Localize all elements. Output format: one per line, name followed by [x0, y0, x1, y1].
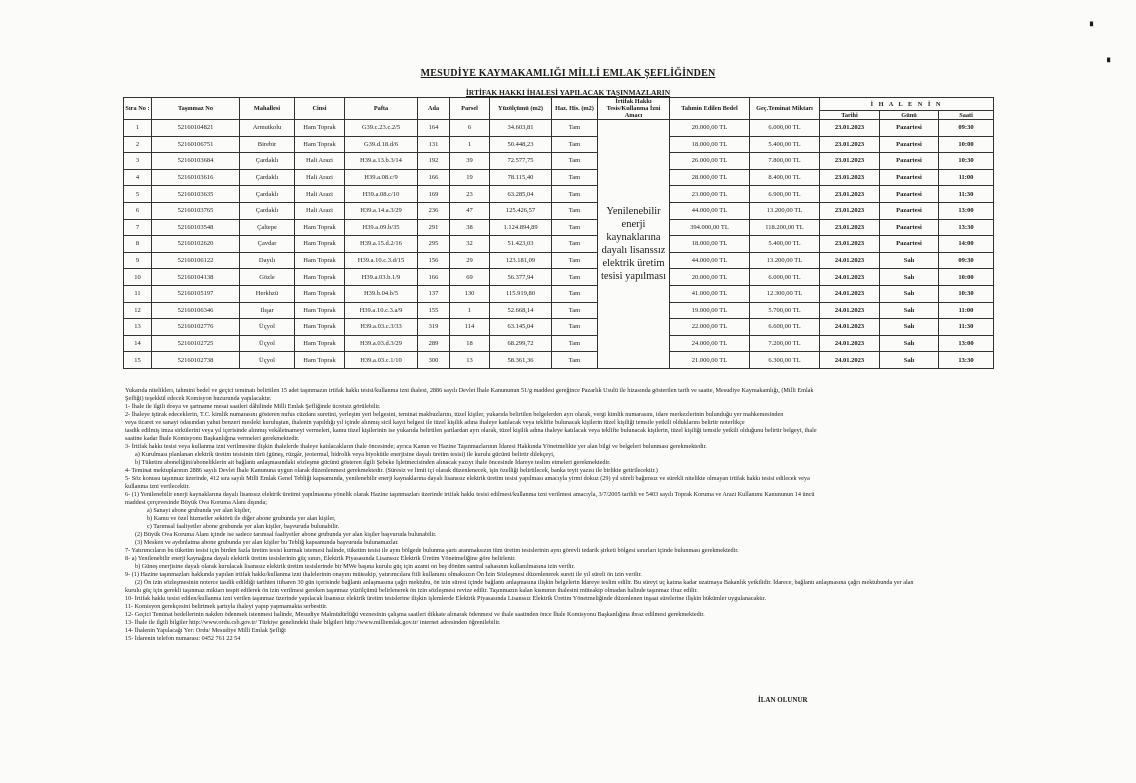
- cell-tarih: 23.01.2023: [820, 202, 880, 219]
- cell-mahalle: Çavdar: [240, 236, 295, 253]
- cell-cins: Ham Toprak: [295, 120, 345, 137]
- cell-tasinmaz: 52160104138: [152, 269, 240, 286]
- cell-teminat: 13.200,00 TL: [750, 202, 820, 219]
- cell-cins: Hali Arazi: [295, 186, 345, 203]
- cell-mahalle: Çardaklı: [240, 186, 295, 203]
- header-pafta: Pafta: [345, 98, 418, 120]
- cell-saat: 10:30: [939, 153, 994, 170]
- note-line: 4- Teminat mektuplarının 2886 sayılı Devlet İhale Kanununa uygun olarak düzenlenmesi gerekmektedir. (Süresiz ve limit içi olarak düzenlenecek, işin özelliği belirtilecek, banka teyit yazısı ile birlikte getirilecektir.): [125, 467, 658, 474]
- cell-tarih: 23.01.2023: [820, 169, 880, 186]
- cell-tasinmaz: 52160103616: [152, 169, 240, 186]
- header-sira: Sıra No :: [124, 98, 152, 120]
- cell-mahalle: Çardaklı: [240, 169, 295, 186]
- note-line: Şefliği) teşekkül edecek Komisyon huzurunda yapılacaktır.: [125, 395, 272, 402]
- cell-gun: Pazartesi: [880, 136, 939, 153]
- cell-hazhis: Tam: [552, 169, 598, 186]
- cell-parsel: 32: [450, 236, 490, 253]
- cell-gun: Salı: [880, 269, 939, 286]
- document-subtitle: İRTİFAK HAKKI İHALESİ YAPILACAK TAŞINMAZLARIN: [465, 88, 671, 97]
- cell-hazhis: Tam: [552, 236, 598, 253]
- cell-bedel: 41.000,00 TL: [670, 285, 750, 302]
- table-row: [124, 186, 994, 203]
- cell-no: 1: [124, 120, 152, 137]
- cell-no: 10: [124, 269, 152, 286]
- cell-pafta: H39.a.14.a.3/29: [345, 202, 418, 219]
- note-line: 9- (1) Hazine taşınmazları hakkında yapılan irtifak hakkı/kullanma izni ihalelerinin onayını müteakip, yatırımcılara fiili kullanımı olmaksızın Ön İzin Sözleşmesi düzenlenerek sureti ile yıl süreli ön izin verilir.: [125, 571, 642, 578]
- cell-tasinmaz: 52160104821: [152, 120, 240, 137]
- cell-parsel: 23: [450, 186, 490, 203]
- cell-no: 6: [124, 202, 152, 219]
- cell-yuzolcum: 78.115,40: [490, 169, 552, 186]
- cell-tarih: 23.01.2023: [820, 120, 880, 137]
- note-line: 8- a) Yenilenebilir enerji kaynağına dayalı elektrik üretim tesislerinin güç sınırı, Elektrik Piyasasında Lisanssız Elektrik Üretim Yönetmeliğine göre belirlenir.: [125, 555, 516, 562]
- table-row: [124, 120, 994, 137]
- cell-ada: 300: [418, 352, 450, 369]
- cell-saat: 13:00: [939, 335, 994, 352]
- cell-no: 12: [124, 302, 152, 319]
- note-line: 1- İhale ile ilgili dosya ve şartname mesai saatleri dâhilinde Milli Emlak Şefliğinde ücretsiz görülebilir.: [125, 403, 381, 410]
- cell-yuzolcum: 72.577,75: [490, 153, 552, 170]
- cell-mahalle: Dayılı: [240, 252, 295, 269]
- cell-no: 2: [124, 136, 152, 153]
- cell-hazhis: Tam: [552, 302, 598, 319]
- table-row: [124, 219, 994, 236]
- cell-no: 3: [124, 153, 152, 170]
- note-line: 2- İhaleye iştirak edeceklerin, T.C. kimlik numarasını gösteren nufus cüzdanı suretini, yerleşim yeri belgesini, teminat makbuzlarını, tüzel kişiler, yukarıda belirtilen belgelerden ayrı olarak, vergi kimlik numarasını, idare merkezlerinin bulunduğu yer mahkemesinden: [125, 411, 784, 418]
- cell-no: 9: [124, 252, 152, 269]
- cell-pafta: G39.c.23.c.2/5: [345, 120, 418, 137]
- cell-teminat: 8.400,00 TL: [750, 169, 820, 186]
- cell-saat: 11:00: [939, 302, 994, 319]
- cell-hazhis: Tam: [552, 252, 598, 269]
- cell-tasinmaz: 52160106122: [152, 252, 240, 269]
- cell-tasinmaz: 52160102725: [152, 335, 240, 352]
- cell-bedel: 23.000,00 TL: [670, 186, 750, 203]
- cell-mahalle: Birebir: [240, 136, 295, 153]
- cell-yuzolcum: 63.285,04: [490, 186, 552, 203]
- table-row: [124, 269, 994, 286]
- cell-parsel: 18: [450, 335, 490, 352]
- cell-yuzolcum: 63.145,04: [490, 319, 552, 336]
- cell-parsel: 1: [450, 302, 490, 319]
- cell-no: 14: [124, 335, 152, 352]
- cell-hazhis: Tam: [552, 285, 598, 302]
- note-line: a) Kurulması planlanan elektrik üretim tesisinin türü (güneş, rüzgâr, jeotermal, hidrolik veya biyokütle enerjisine dayalı üretim tesisi) ile kurulu gücünü belirtir dilekçeyi,: [135, 451, 555, 458]
- cell-bedel: 28.000,00 TL: [670, 169, 750, 186]
- cell-mahalle: Çardaklı: [240, 202, 295, 219]
- cell-cins: Ham Toprak: [295, 269, 345, 286]
- cell-tarih: 24.01.2023: [820, 352, 880, 369]
- cell-parsel: 47: [450, 202, 490, 219]
- cell-tarih: 23.01.2023: [820, 153, 880, 170]
- cell-ada: 291: [418, 219, 450, 236]
- cell-yuzolcum: 34.603,81: [490, 120, 552, 137]
- note-line: kullanma izni verilecektir.: [125, 483, 190, 490]
- cell-teminat: 12.300,00 TL: [750, 285, 820, 302]
- cell-cins: Ham Toprak: [295, 136, 345, 153]
- cell-hazhis: Tam: [552, 319, 598, 336]
- cell-saat: 13:30: [939, 352, 994, 369]
- cell-cins: Hali Arazi: [295, 169, 345, 186]
- cell-bedel: 21.000,00 TL: [670, 352, 750, 369]
- cell-pafta: H39.a.10.c.3.d/15: [345, 252, 418, 269]
- cell-pafta: H39.b.04.b/5: [345, 285, 418, 302]
- table-row: [124, 285, 994, 302]
- header-mahalle: Mahallesi: [240, 98, 295, 120]
- cell-saat: 09:30: [939, 120, 994, 137]
- cell-teminat: 6.300,00 TL: [750, 352, 820, 369]
- cell-saat: 13:30: [939, 219, 994, 236]
- cell-ada: 295: [418, 236, 450, 253]
- cell-yuzolcum: 123.181,09: [490, 252, 552, 269]
- header-irtifak: İrtifak Hakkı Tesis/Kullanma İzni Amacı: [598, 98, 670, 120]
- cell-saat: 11:30: [939, 186, 994, 203]
- cell-ada: 155: [418, 302, 450, 319]
- note-line: 12- Geçici Teminat bedellerinin nakden ödenmek istenmesi halinde, Mesudiye Malmüdürlüğü veznesinin çalışma saatleri dikkate alınarak ödenmesi ve ihale saatinden önce İhale Komisyonu Başkanlığına ibraz edilmesi gerekmektedir.: [125, 611, 705, 618]
- note-line: tasdik edilmiş imza sirkülerini veya yıl içerisinde alınmış vekâletnameyi vermeleri, kamu tüzel kişilerinin ise yukarıda belirtilen şartlardan ayrı olarak, tüzel kişilik adına ihaleye katılacak veya teklifte bulunacak kişilerin, tüzel kişiliği temsile yetkili olduğunu belirtir belgeyi, ihale: [125, 427, 817, 434]
- cell-teminat: 6.600,00 TL: [750, 319, 820, 336]
- cell-parsel: 114: [450, 319, 490, 336]
- cell-teminat: 13.200,00 TL: [750, 252, 820, 269]
- cell-gun: Pazartesi: [880, 219, 939, 236]
- cell-bedel: 22.000,00 TL: [670, 319, 750, 336]
- cell-bedel: 394.000,00 TL: [670, 219, 750, 236]
- header-bedel: Tahmin Edilen Bedel: [670, 98, 750, 120]
- note-line: b) Güneş enerjisine dayalı olarak kurulacak lisanssız elektrik üretim tesislerinde bir MWe başına kurulu güç için azami on beş dönüm santral sahasının kullanılmasına izin verilir.: [135, 563, 575, 570]
- cell-teminat: 5.400,00 TL: [750, 136, 820, 153]
- cell-teminat: 7.800,00 TL: [750, 153, 820, 170]
- table-row: [124, 352, 994, 369]
- cell-gun: Pazartesi: [880, 202, 939, 219]
- header-saat: Saati: [939, 111, 994, 120]
- cell-bedel: 20.000,00 TL: [670, 269, 750, 286]
- cell-gun: Pazartesi: [880, 120, 939, 137]
- cell-tasinmaz: 52160102620: [152, 236, 240, 253]
- table-row: [124, 153, 994, 170]
- cell-parsel: 6: [450, 120, 490, 137]
- cell-bedel: 44.000,00 TL: [670, 252, 750, 269]
- cell-mahalle: Çardaklı: [240, 153, 295, 170]
- footer-ilan: İLAN OLUNUR: [758, 696, 808, 704]
- cell-saat: 13:00: [939, 202, 994, 219]
- cell-tarih: 24.01.2023: [820, 285, 880, 302]
- cell-hazhis: Tam: [552, 153, 598, 170]
- cell-cins: Hali Arazi: [295, 202, 345, 219]
- cell-gun: Salı: [880, 319, 939, 336]
- cell-tarih: 23.01.2023: [820, 236, 880, 253]
- note-line: 13- İhale ile ilgili bilgiler http://www.ordu.csb.gov.tr/ Türkiye genelindeki ihale bilgileri http://www.milliemlak.gov.tr/ internet adresinden öğrenilebilir.: [125, 619, 501, 626]
- cell-pafta: G39.d.18.d/6: [345, 136, 418, 153]
- cell-no: 11: [124, 285, 152, 302]
- cell-yuzolcum: 125.426,57: [490, 202, 552, 219]
- cell-gun: Pazartesi: [880, 186, 939, 203]
- cell-tasinmaz: 52160106751: [152, 136, 240, 153]
- cell-cins: Ham Toprak: [295, 302, 345, 319]
- cell-yuzolcum: 58.361,36: [490, 352, 552, 369]
- header-tasinmaz: Taşınmaz No: [152, 98, 240, 120]
- note-line: maddesi çerçevesinde Büyük Ova Koruma Alanı dışında;: [125, 499, 267, 506]
- cell-tasinmaz: 52160102738: [152, 352, 240, 369]
- cell-hazhis: Tam: [552, 136, 598, 153]
- cell-teminat: 5.700,00 TL: [750, 302, 820, 319]
- cell-gun: Salı: [880, 252, 939, 269]
- cell-gun: Pazartesi: [880, 153, 939, 170]
- table-row: [124, 335, 994, 352]
- cell-pafta: H39.a.13.b.3/14: [345, 153, 418, 170]
- cell-gun: Pazartesi: [880, 169, 939, 186]
- cell-mahalle: Çaltepe: [240, 219, 295, 236]
- cell-yuzolcum: 115.919,80: [490, 285, 552, 302]
- cell-pafta: H39.a.03.b.1/9: [345, 269, 418, 286]
- header-teminat: Geç.Teminat Miktarı: [750, 98, 820, 120]
- cell-saat: 09:30: [939, 252, 994, 269]
- cell-ada: 169: [418, 186, 450, 203]
- cell-tasinmaz: 52160105197: [152, 285, 240, 302]
- cell-ada: 166: [418, 169, 450, 186]
- header-parsel: Parsel: [450, 98, 490, 120]
- cell-tarih: 24.01.2023: [820, 319, 880, 336]
- cell-pafta: H39.a.15.d.2/16: [345, 236, 418, 253]
- cell-parsel: 13: [450, 352, 490, 369]
- cell-tasinmaz: 52160106346: [152, 302, 240, 319]
- cell-tarih: 23.01.2023: [820, 136, 880, 153]
- table-row: [124, 236, 994, 253]
- cell-tarih: 24.01.2023: [820, 269, 880, 286]
- cell-ada: 137: [418, 285, 450, 302]
- cell-no: 15: [124, 352, 152, 369]
- cell-parsel: 29: [450, 252, 490, 269]
- header-hazhis: Haz. His. (m2): [552, 98, 598, 120]
- note-line: 5- Söz konusu taşınmaz üzerinde, 412 sıra sayılı Milli Emlak Genel Tebliği kapsamında, yenilenebilir enerji kaynaklarına dayalı lisanssız elektrik üretim tesisi yapılması amacıyla yirmi dokuz (29) yıl süreli bağımsız ve sürekli nitelikte olmayan irtifak hakkı tesisi edilecek veya: [125, 475, 810, 482]
- document-title: MESUDİYE KAYMAKAMLIĞI MİLLİ EMLAK ŞEFLİĞİNDEN: [420, 68, 716, 79]
- cell-teminat: 118.200,00 TL: [750, 219, 820, 236]
- header-yuzolcum: Yüzölçümü (m2): [490, 98, 552, 120]
- cell-saat: 10:00: [939, 269, 994, 286]
- table-row: [124, 319, 994, 336]
- cell-hazhis: Tam: [552, 335, 598, 352]
- note-line: 7- Yatırımcıların bu tüketim tesisi için birden fazla üretim tesisi kurmak istemesi halinde, tüketim tesisi ile aynı bölgede bulunma şartı aranmaksızın tüm üretim tesislerinin aynı görevli tedarik şirketi bölgesi sınırları içinde bulunması gerekmektedir.: [125, 547, 739, 554]
- note-line: 11- Komisyon gerekçesini belirtmek şartıyla ihaleyi yapıp yapmamakta serbesttir.: [125, 603, 328, 610]
- cell-tarih: 23.01.2023: [820, 219, 880, 236]
- note-line: Yukarıda niteliklerı, tahmini bedel ve geçici teminatı belirtilen 15 adet taşınmazın irtifak hakkı tesisi/kullanma izni ihalesi, 2886 sayılı Devlet İhale Kanununun 51/g maddesi gereğince Pazarlık Usulü ile hizasında gösterilen tarih ve saatte, Mesudiye Kaymakamlığı, (Milli Emlak: [125, 387, 814, 394]
- cell-pafta: H39.a.08.c/9: [345, 169, 418, 186]
- cell-bedel: 20.000,00 TL: [670, 120, 750, 137]
- header-gun: Günü: [880, 111, 939, 120]
- cell-tasinmaz: 52160102776: [152, 319, 240, 336]
- cell-mahalle: Gözle: [240, 269, 295, 286]
- cell-teminat: 7.200,00 TL: [750, 335, 820, 352]
- cell-pafta: H39.a.03.d.3/29: [345, 335, 418, 352]
- cell-cins: Ham Toprak: [295, 335, 345, 352]
- cell-gun: Salı: [880, 335, 939, 352]
- notes-section: [125, 387, 995, 643]
- cell-gun: Salı: [880, 352, 939, 369]
- cell-no: 8: [124, 236, 152, 253]
- cell-pafta: H39.a.10.c.3.a/9: [345, 302, 418, 319]
- cell-tarih: 24.01.2023: [820, 335, 880, 352]
- cell-ada: 192: [418, 153, 450, 170]
- cell-gun: Pazartesi: [880, 236, 939, 253]
- corner-mark: ▝: [1104, 58, 1111, 67]
- cell-cins: Ham Toprak: [295, 285, 345, 302]
- cell-pafta: H39.a.08.c/10: [345, 186, 418, 203]
- note-line: (3) Mesken ve aydınlatma abone grubunda yer alan kişiler bu Tebliğ kapsamında başvuruda bulunamazlar.: [135, 539, 399, 546]
- cell-cins: Ham Toprak: [295, 352, 345, 369]
- cell-hazhis: Tam: [552, 186, 598, 203]
- cell-hazhis: Tam: [552, 352, 598, 369]
- cell-tasinmaz: 52160103548: [152, 219, 240, 236]
- note-line: 15- İdarenin telefon numarası: 0452 761 22 54: [125, 635, 241, 642]
- cell-parsel: 38: [450, 219, 490, 236]
- cell-ada: 164: [418, 120, 450, 137]
- header-cins: Cinsi: [295, 98, 345, 120]
- cell-parsel: 19: [450, 169, 490, 186]
- note-line: (2) Büyük Ova Koruma Alanı içinde ise sadece tarımsal faaliyetler abone grubunda yer alan kişiler başvuruda bulunabilir.: [135, 531, 437, 538]
- cell-bedel: 18.000,00 TL: [670, 236, 750, 253]
- cell-ada: 166: [418, 269, 450, 286]
- cell-hazhis: Tam: [552, 202, 598, 219]
- cell-pafta: H39.a.03.c.1/10: [345, 352, 418, 369]
- cell-bedel: 18.000,00 TL: [670, 136, 750, 153]
- cell-mahalle: Üçyol: [240, 352, 295, 369]
- properties-table: [123, 97, 994, 369]
- table-row: [124, 169, 994, 186]
- cell-cins: Hali Arazi: [295, 153, 345, 170]
- cell-yuzolcum: 56.377,94: [490, 269, 552, 286]
- cell-mahalle: Herkhzü: [240, 285, 295, 302]
- corner-mark: ▘: [1090, 22, 1097, 31]
- cell-parsel: 39: [450, 153, 490, 170]
- header-ada: Ada: [418, 98, 450, 120]
- cell-tasinmaz: 52160103684: [152, 153, 240, 170]
- cell-teminat: 6.000,00 TL: [750, 269, 820, 286]
- cell-gun: Salı: [880, 302, 939, 319]
- cell-saat: 11:30: [939, 319, 994, 336]
- cell-tarih: 23.01.2023: [820, 186, 880, 203]
- cell-cins: Ham Toprak: [295, 219, 345, 236]
- cell-hazhis: Tam: [552, 120, 598, 137]
- cell-no: 13: [124, 319, 152, 336]
- cell-pafta: H39.a.09.b/35: [345, 219, 418, 236]
- cell-saat: 11:00: [939, 169, 994, 186]
- cell-no: 7: [124, 219, 152, 236]
- cell-mahalle: Üçyol: [240, 335, 295, 352]
- note-line: saatine kadar İhale Komisyonu Başkanlığına vermeleri gerekmektedir.: [125, 435, 300, 442]
- cell-no: 4: [124, 169, 152, 186]
- note-line: c) Tarımsal faaliyetler abone grubunda yer alan kişiler, başvuruda bulunabilir.: [147, 523, 340, 530]
- cell-ada: 131: [418, 136, 450, 153]
- cell-ada: 319: [418, 319, 450, 336]
- table-row: [124, 252, 994, 269]
- cell-parsel: 69: [450, 269, 490, 286]
- header-tarih: Tarihi: [820, 111, 880, 120]
- table-row: [124, 136, 994, 153]
- cell-tarih: 24.01.2023: [820, 252, 880, 269]
- cell-cins: Ham Toprak: [295, 319, 345, 336]
- note-line: 3- İrtifak hakkı tesisi veya kullanma izni verilmesine ilişkin ihalelerde ihaleye katılacakların ihale öncesinde; ayrıca Kanun ve Hazine Taşınmazlarının İdaresi Hakkında Yönetmelikte yer alan bilgi ve belgeleri bulunması gerekmektedir.: [125, 443, 707, 450]
- note-line: (2) Ön izin sözleşmesinin noterce tasdik edildiği tarihten itibaren 30 gün içerisinde bağlantı anlaşmasına çağrı mektubu, ön izin süresi içinde bağlantı anlaşmasına ilişkin belgelerin İdareye teslim edilir. Bu süreyi uç katına kadar uzatmaya Bakanlık yetkilidir. İdarece, bağlantı anlaşmasına çağrı mektubunda yer alan: [135, 579, 914, 586]
- cell-pafta: H39.a.03.c.3/33: [345, 319, 418, 336]
- cell-yuzolcum: 52.668,14: [490, 302, 552, 319]
- table-row: [124, 302, 994, 319]
- cell-tasinmaz: 52160103635: [152, 186, 240, 203]
- cell-ada: 156: [418, 252, 450, 269]
- cell-parsel: 130: [450, 285, 490, 302]
- cell-teminat: 6.000,00 TL: [750, 120, 820, 137]
- note-line: 14- İhalenin Yapılacağı Yer: Ordu/ Mesudiye Milli Emlak Şefliği: [125, 627, 286, 634]
- cell-bedel: 24.000,00 TL: [670, 335, 750, 352]
- cell-tasinmaz: 52160103765: [152, 202, 240, 219]
- note-line: 10- İrtifak hakkı tesisi edilen/kullanma izni verilen taşınmaz üzerinde yapılacak lisanssız elektrik üretim tesislerine ilişkin işlemlerde Elektrik Piyasasında Lisanssız Elektrik Üretim Yönetmeliğinde düzenlenen inşaat sürelerine ilişkin hükümler uygulanacaktır.: [125, 595, 767, 602]
- note-line: kurulu güç için gerekli taşınmaz miktarı tespit edilerek ön izin verilmesi gereken taşınmaz yüzölçümü belirlenerek ön izin sözleşmesi revize edilir. Taşınmazın kalan kısmının ihalesini müteakip olmadan halinde taşınmaz ifraz edilir.: [125, 587, 698, 594]
- cell-yuzolcum: 50.448,23: [490, 136, 552, 153]
- cell-yuzolcum: 68.299,72: [490, 335, 552, 352]
- cell-bedel: 44.000,00 TL: [670, 202, 750, 219]
- cell-hazhis: Tam: [552, 269, 598, 286]
- cell-cins: Ham Toprak: [295, 252, 345, 269]
- table-row: [124, 202, 994, 219]
- cell-mahalle: Armutkolu: [240, 120, 295, 137]
- cell-saat: 14:00: [939, 236, 994, 253]
- usage-purpose-cell: Yenilenebilir enerji kaynaklarına dayalı lisanssız elektrik üretim tesisi yapılması: [598, 120, 670, 369]
- cell-saat: 10:30: [939, 285, 994, 302]
- cell-bedel: 19.000,00 TL: [670, 302, 750, 319]
- cell-saat: 10:00: [939, 136, 994, 153]
- cell-cins: Ham Toprak: [295, 236, 345, 253]
- cell-no: 5: [124, 186, 152, 203]
- cell-teminat: 5.400,00 TL: [750, 236, 820, 253]
- cell-ada: 289: [418, 335, 450, 352]
- cell-ada: 236: [418, 202, 450, 219]
- cell-gun: Salı: [880, 285, 939, 302]
- cell-mahalle: Ilışar: [240, 302, 295, 319]
- cell-mahalle: Üçyol: [240, 319, 295, 336]
- note-line: veya ticaret ve sanayi odasından yahut benzeri mesleki kuruluştan, ihalenin yapıldığı yıl içinde alınmış sicil kayıt belgesi ile tüzel kişilik adına ihaleye katılacak veya teklifte bulunacak kişilerin tüzel kişiliği temsile yetkili olduklarını belirtir noterlikçe: [125, 419, 745, 426]
- note-line: 6- (1) Yenilenebilir enerji kaynaklarına dayalı lisanssız elektrik üretimi yapılmasına yönelik olarak Hazine taşınmazları üzerinde irtifak hakkı tesisi edilmesi/kullanma izni verilmesi amacıyla, 3/7/2005 tarihli ve 5403 sayılı Toprak Koruma ve Arazi Kullanımı Kanununun 14 üncü: [125, 491, 815, 498]
- header-ihale: İ H A L E N İ N: [820, 98, 994, 111]
- note-line: b) Kamu ve özel hizmetler sektörü ile diğer abone grubunda yer alan kişiler,: [147, 515, 336, 522]
- cell-yuzolcum: 1.124.894,89: [490, 219, 552, 236]
- cell-hazhis: Tam: [552, 219, 598, 236]
- cell-tarih: 24.01.2023: [820, 302, 880, 319]
- cell-yuzolcum: 51.423,03: [490, 236, 552, 253]
- cell-parsel: 1: [450, 136, 490, 153]
- note-line: a) Sanayi abone grubunda yer alan kişiler,: [147, 507, 252, 514]
- cell-teminat: 6.900,00 TL: [750, 186, 820, 203]
- cell-bedel: 26.000,00 TL: [670, 153, 750, 170]
- note-line: b) Tüketim aboneliğini/aboneliklerin ait bağlantı anlaşmasındaki sözleşme gücünü gösteren ilgili Şebeke İşletmecisinden alınacak yazıyı ihale öncesinde İdareye teslim etmeleri gerekmektedir.: [135, 459, 611, 466]
